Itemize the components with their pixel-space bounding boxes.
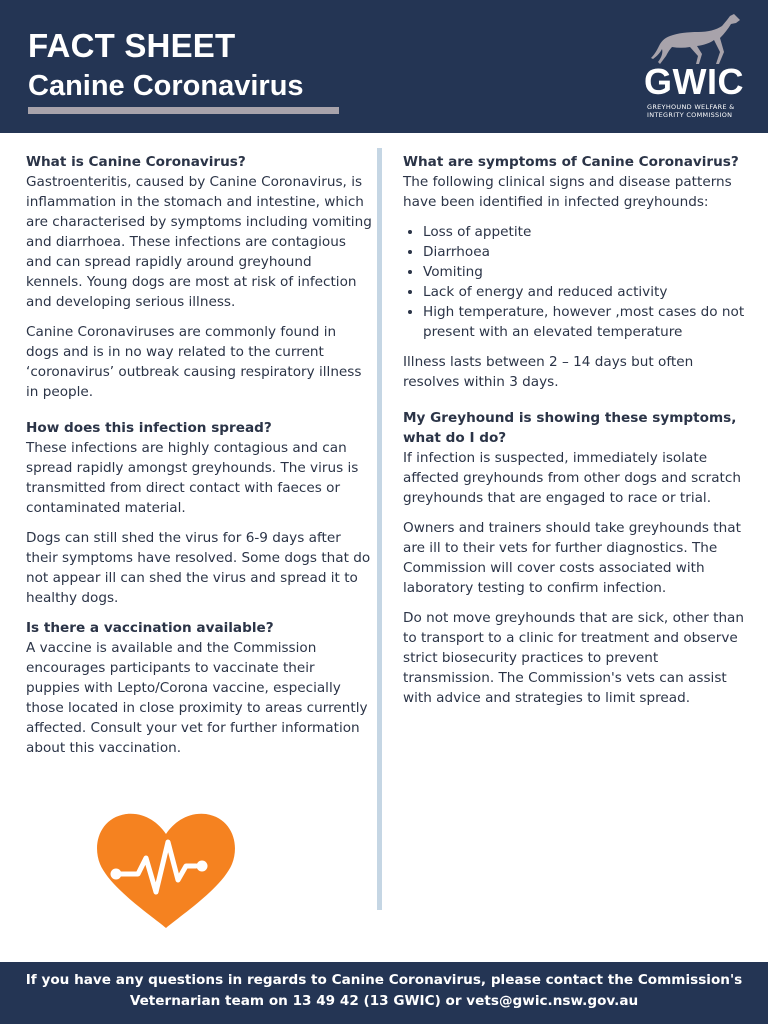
illness-duration: Illness lasts between 2 – 14 days but often resolves within 3 days.: [403, 354, 694, 390]
page-title: FACT SHEET: [28, 27, 236, 64]
list-item: • Vomiting: [423, 262, 749, 282]
spread-paragraph-1: These infections are highly contagious and can spread rapidly amongst greyhounds. The virus is transmitted from direct contact with faeces or contaminated material.: [26, 440, 359, 516]
title-underline: [28, 107, 339, 114]
logo-tagline-line1: GREYHOUND WELFARE &: [647, 103, 735, 111]
logo-tagline: [647, 103, 751, 119]
left-column: [26, 152, 372, 758]
footer-line-1: If you have any questions in regards to Canine Coronavirus, please contact the Commission's: [25, 972, 743, 988]
contact-footer: [0, 962, 768, 1024]
symptoms-heading: What are symptoms of Canine Coronavirus?: [403, 154, 739, 170]
action-paragraph-1: If infection is suspected, immediately isolate affected greyhounds from other dogs and scratch greyhounds that are engaged to race or trial.: [403, 450, 741, 506]
spread-paragraph-2: Dogs can still shed the virus for 6-9 days after their symptoms have resolved. Some dogs that do not appear ill can shed the virus and spread it to healthy dogs.: [26, 530, 371, 606]
vaccination-paragraph: A vaccine is available and the Commission encourages participants to vaccinate their puppies with Lepto/Corona vaccine, especially those located in close proximity to areas currently affected. Consult your vet for further information about this vaccination.: [26, 640, 368, 756]
list-item: • High temperature, however ,most cases do not present with an elevated temperature: [423, 302, 749, 342]
page-subtitle: Canine Coronavirus: [28, 70, 304, 102]
vaccination-heading: Is there a vaccination available?: [26, 620, 274, 636]
logo-tagline-line2: INTEGRITY COMMISSION: [647, 111, 733, 119]
header-banner: [0, 0, 768, 133]
gwic-logo: [640, 12, 752, 122]
greyhound-icon: [650, 12, 744, 68]
list-item: • Loss of appetite: [423, 222, 749, 242]
action-paragraph-2: Owners and trainers should take greyhounds that are ill to their vets for further diagnostics. The Commission will cover costs associated with laboratory testing to confirm infection.: [403, 520, 741, 596]
what-heading: What is Canine Coronavirus?: [26, 154, 246, 170]
list-item: • Lack of energy and reduced activity: [423, 282, 749, 302]
column-divider: [377, 148, 382, 910]
action-paragraph-3: Do not move greyhounds that are sick, other than to transport to a clinic for treatment and observe strict biosecurity practices to prevent transmission. The Commission's vets can assist with advice and strategies to limit spread.: [403, 610, 745, 706]
right-column: [403, 152, 749, 708]
what-paragraph-1: Gastroenteritis, caused by Canine Coronavirus, is inflammation in the stomach and intestine, which are characterised by symptoms including vomiting and diarrhoea. These infections are contagious and can spread rapidly around greyhound kennels. Young dogs are most at risk of infection and developing serious illness.: [26, 174, 372, 310]
footer-line-2: Veternarian team on 13 49 42 (13 GWIC) or vets@gwic.nsw.gov.au: [129, 993, 639, 1009]
what-paragraph-2: Canine Coronaviruses are commonly found in dogs and is in no way related to the current ‘coronavirus’ outbreak causing respiratory illness in people.: [26, 324, 362, 400]
action-heading: My Greyhound is showing these symptoms, what do I do?: [403, 410, 737, 446]
logo-wordmark: GWIC: [644, 61, 744, 102]
symptoms-list: [403, 222, 749, 342]
symptoms-intro: The following clinical signs and disease patterns have been identified in infected greyhounds:: [403, 174, 732, 210]
spread-heading: How does this infection spread?: [26, 420, 272, 436]
heart-pulse-icon: [92, 810, 240, 930]
list-item: • Diarrhoea: [423, 242, 749, 262]
